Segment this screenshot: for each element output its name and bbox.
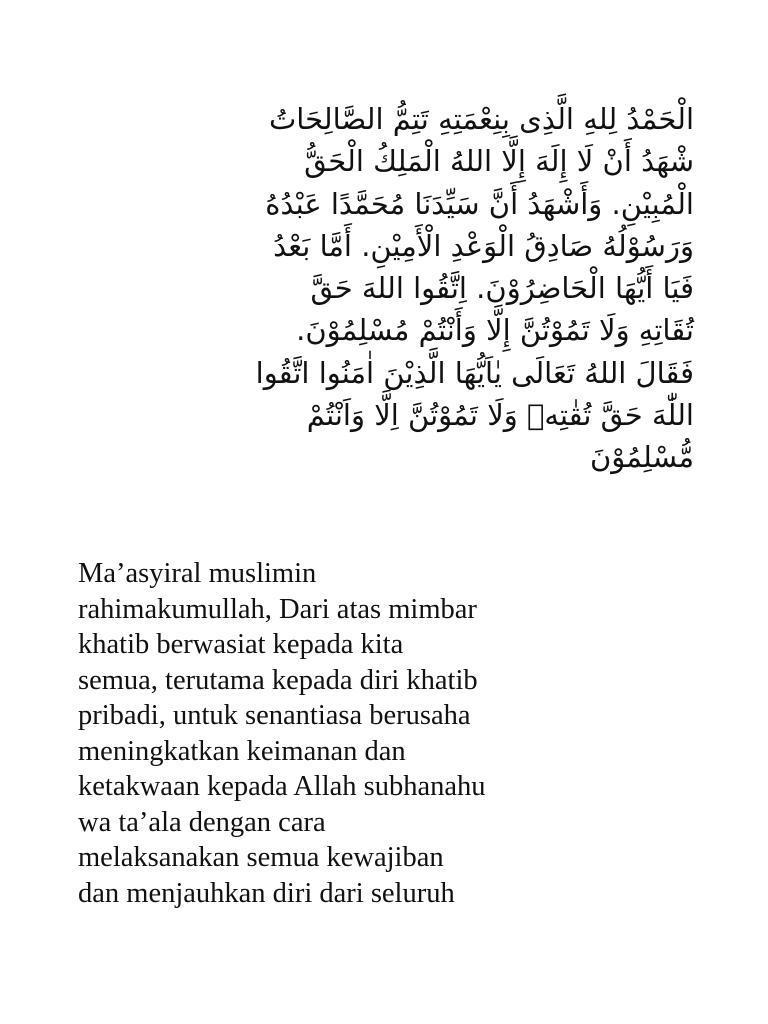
paragraph-line: ketakwaan kepada Allah subhanahu — [78, 771, 486, 802]
paragraph-line: semua, terutama kepada diri khatib — [78, 664, 478, 696]
paragraph-line: pribadi, untuk senantiasa berusaha — [78, 700, 471, 731]
indonesian-khutbah-paragraph — [78, 556, 698, 911]
arabic-line: مُّسْلِمُوْنَ — [589, 440, 694, 475]
arabic-line: شْهَدُ أَنْ لَا إِلَهَ إِلَّا اللهُ الْمَلِكُ الْحَقُّ — [304, 144, 694, 179]
arabic-line: فَيَا أَيُّهَا الْحَاضِرُوْنَ. اِتَّقُوا اللهَ حَقَّ — [310, 271, 694, 306]
paragraph-line: rahimakumullah, Dari atas mimbar — [78, 593, 477, 625]
paragraph-line: wa ta’ala dengan cara — [78, 806, 326, 838]
paragraph-line: Ma’asyiral muslimin — [78, 558, 317, 589]
arabic-khutbah-opening — [78, 98, 694, 479]
arabic-line: فَقَالَ اللهُ تَعَالَى يٰاَيُّهَا الَّذِيْنَ اٰمَنُوا اتَّقُوا — [255, 355, 694, 390]
paragraph-line: dan menjauhkan diri dari seluruh — [78, 877, 455, 909]
arabic-line: وَرَسُوْلُهُ صَادِقُ الْوَعْدِ الْأَمِيْنِ. أَمَّا بَعْدُ — [273, 228, 694, 263]
paragraph-line: melaksanakan semua kewajiban — [78, 842, 444, 873]
arabic-line: اللّٰهَ حَقَّ تُقٰتِهٖ وَلَا تَمُوْتُنَّ اِلَّا وَاَنْتُمْ — [306, 398, 694, 433]
arabic-line: الْمُبِيْنِ. وَأَشْهَدُ أَنَّ سَيِّدَنَا مُحَمَّدًا عَبْدُهُ — [265, 186, 694, 221]
paragraph-line: meningkatkan keimanan dan — [78, 735, 406, 767]
paragraph-line: khatib berwasiat kepada kita — [78, 629, 404, 660]
arabic-line: الْحَمْدُ لِلهِ الَّذِى بِنِعْمَتِهِ تَتِمُّ الصَّالِحَاتُ — [268, 102, 694, 136]
arabic-line: تُقَاتِهِ وَلَا تَمُوْتُنَّ إِلَّا وَأَنْتُمْ مُسْلِمُوْنَ. — [296, 313, 694, 348]
